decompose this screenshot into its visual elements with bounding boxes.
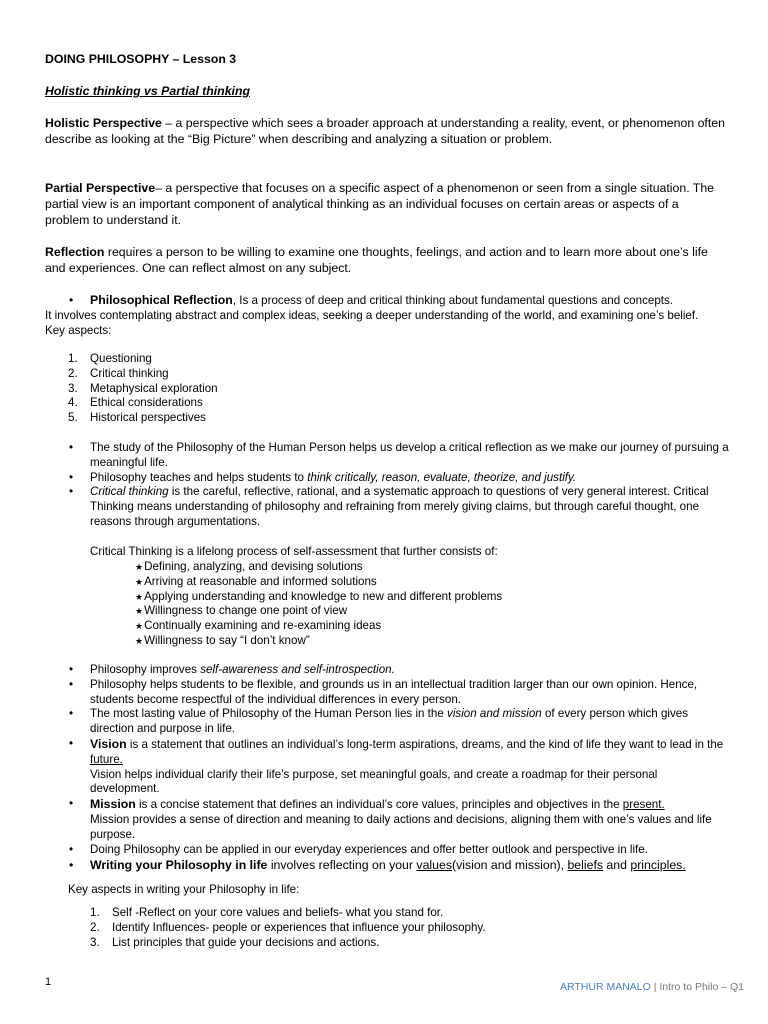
star-icon: ★ [135, 591, 144, 602]
list-item: 4. Ethical considerations [68, 396, 203, 410]
reflection-paragraph [45, 244, 725, 276]
footer-course: Intro to Philo – Q1 [659, 981, 744, 993]
list-item: • Mission is a concise statement that defines an individual’s core values, principles and objectives in the present. Mission provides a sense of direction and meaning to daily actions and decisions, aligning them with one’s values and life purpose. [69, 797, 712, 841]
footer-author: ARTHUR MANALO [559, 981, 651, 993]
list-item: • Critical thinking is the careful, reflective, rational, and a systematic approach to questions of very general interest. Critical Thinking means understanding of philosophy and refraining from merely giving claims, but through careful thought, one reasons through argumentations. [69, 485, 709, 528]
reflection-text: requires a person to be willing to examine one thoughts, feelings, and action and to learn more about one’s life and experiences. One can reflect almost on any subject. [45, 245, 708, 276]
key-aspects-label: Key aspects: [45, 323, 112, 337]
list-item: • Writing your Philosophy in life involves reflecting on your values(vision and mission), beliefs and principles. [69, 858, 686, 873]
writing-aspects-label: Key aspects in writing your Philosophy in life: [68, 883, 300, 896]
key-aspects-list [68, 352, 708, 426]
philosophical-reflection-bullet [45, 293, 725, 309]
list-item: • Vision is a statement that outlines an individual’s long-term aspirations, dreams, and the kind of life they want to lead in the future. Vision helps individual clarify their life’s purpose, set meaningful goals, and create a roadmap for their personal development. [69, 736, 724, 796]
section-subtitle: Holistic thinking vs Partial thinking [45, 84, 250, 98]
list-item: • Philosophy helps students to be flexible, and grounds us in an intellectual tradition larger than our own opinion. Hence, students become respectful of the individual differences in every person. [69, 677, 698, 706]
list-item: 1. Self -Reflect on your core values and beliefs- what you stand for. [90, 906, 444, 919]
list-item: ★Applying understanding and knowledge to new and different problems [135, 589, 503, 603]
star-icon: ★ [135, 562, 144, 572]
holistic-text: – a perspective which sees a broader approach at understanding a reality, event, or phenomenon often describe as looking at the “Big Picture” when describing and analyzing a situation or problem. [45, 116, 725, 147]
list-item: ★Arriving at reasonable and informed solutions [135, 574, 377, 588]
holistic-paragraph [45, 115, 725, 147]
list-item: 2. Critical thinking [68, 366, 169, 380]
list-item: • Philosophy improves self-awareness and self-introspection. [69, 663, 395, 676]
bullet-list-1 [45, 441, 730, 530]
star-icon: ★ [135, 635, 144, 646]
partial-paragraph [45, 180, 725, 229]
list-item: 1. Questioning [68, 352, 152, 365]
list-item: ★Continually examining and re-examining ideas [135, 619, 382, 633]
page-footer [560, 980, 744, 995]
partial-term: Partial Perspective [45, 181, 156, 195]
list-item: ★Defining, analyzing, and devising solutions [135, 560, 363, 573]
bullet-list-2 [45, 663, 730, 873]
list-item: • The most lasting value of Philosophy of the Human Person lies in the vision and mission of every person which gives direction and purpose in life. [69, 707, 689, 736]
holistic-term: Holistic Perspective [45, 116, 162, 130]
list-item: • The study of the Philosophy of the Human Person helps us develop a critical reflection as we make our journey of pursuing a meaningful life. [69, 441, 729, 469]
star-icon: ★ [135, 621, 144, 632]
list-item: • Doing Philosophy can be applied in our everyday experiences and offer better outlook and perspective in life. [69, 842, 648, 856]
page-number: 1 [45, 976, 52, 988]
list-item: ★Willingness to change one point of view [135, 604, 348, 618]
list-item: 3. Metaphysical exploration [68, 381, 218, 395]
footer-separator: | [650, 981, 660, 993]
list-item: 2. Identify Influences- people or experiences that influence your philosophy. [90, 920, 486, 934]
list-item: 5. Historical perspectives [68, 411, 206, 425]
partial-text: – a perspective that focuses on a specific aspect of a phenomenon or seen from a single situation. The partial view is an important component of analytical thinking as an individual focuses on certain areas or aspects of a problem to understand it. [45, 181, 714, 228]
writing-aspects-list [90, 906, 730, 950]
philosophical-reflection-block [45, 293, 725, 338]
philosophical-reflection-term: Philosophical Reflection [90, 293, 233, 307]
star-icon: ★ [135, 606, 144, 617]
list-item: 3. List principles that guide your decisions and actions. [90, 935, 380, 949]
list-item: • Philosophy teaches and helps students to think critically, reason, evaluate, theorize, and justify. [69, 470, 577, 484]
philosophical-reflection-line1: , Is a process of deep and critical thinking about fundamental questions and concepts. [232, 294, 674, 307]
critical-thinking-list [135, 560, 695, 649]
reflection-term: Reflection [45, 245, 105, 259]
philosophical-reflection-line2: It involves contemplating abstract and complex ideas, seeking a deeper understanding of the world, and examining one’s belief. [45, 308, 699, 322]
list-item: ★Willingness to say “I don’t know” [135, 633, 310, 647]
star-icon: ★ [135, 576, 144, 587]
page-title: DOING PHILOSOPHY – Lesson 3 [45, 52, 237, 66]
critical-thinking-intro: Critical Thinking is a lifelong process of self-assessment that further consists of: [90, 545, 498, 558]
